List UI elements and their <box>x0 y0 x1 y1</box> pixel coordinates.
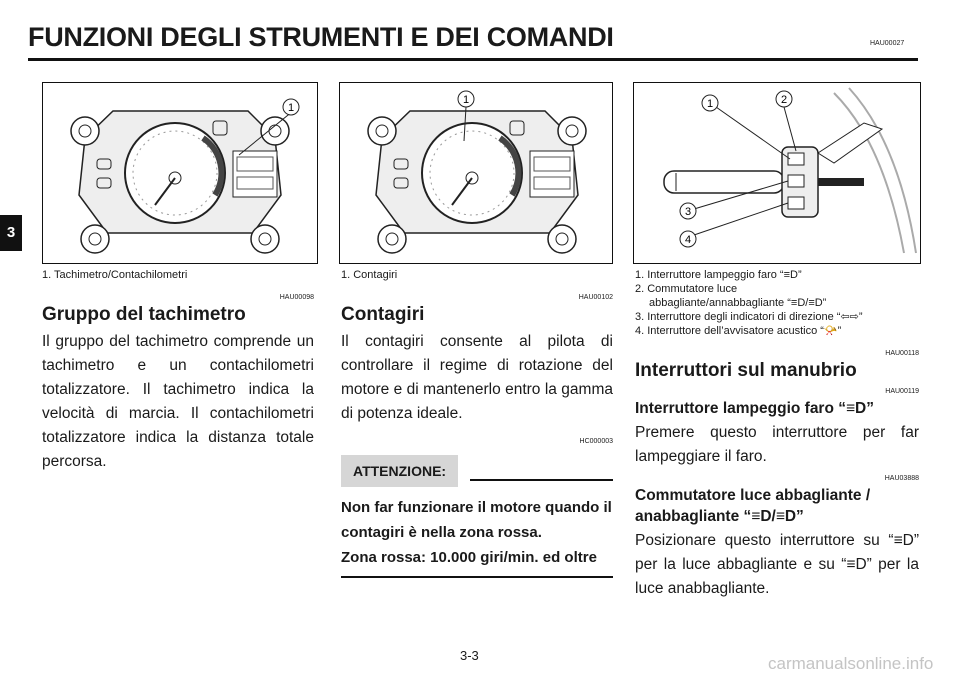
warning-code: HC000003 <box>579 438 613 445</box>
section-heading: Contagiri <box>341 304 425 325</box>
section-heading: Gruppo del tachimetro <box>42 304 246 325</box>
section-body: Il contagiri consente al pilota di controllare il regime di rotazione del motore e di mantenerlo entro la gamma di potenza ideale. <box>341 333 613 422</box>
callout-3: 3 <box>684 206 692 218</box>
header-rule <box>28 58 918 61</box>
callout-1: 1 <box>462 94 470 106</box>
subsection-code-2: HAU03888 <box>884 475 919 482</box>
section-code: HAU00098 <box>279 294 314 301</box>
figure-caption: 1. Contagiri <box>341 269 398 281</box>
attention-label: ATTENZIONE: <box>341 455 458 487</box>
section-heading: Interruttori sul manubrio <box>635 360 857 381</box>
subsection-body-2: Posizionare questo interruttore su “≡D” per la luce abbagliante e su “≡D” per la luce anabbagliante. <box>635 532 919 597</box>
attention-rule <box>470 479 613 481</box>
warning-text-1: Non far funzionare il motore quando il contagiri è nella zona rossa. <box>341 499 612 541</box>
tachometer-illustration <box>340 83 612 263</box>
warning-rule <box>341 576 613 578</box>
speedometer-figure <box>42 82 318 264</box>
header-code: HAU00027 <box>870 40 905 47</box>
figure-caption: 1. Tachimetro/Contachilometri <box>42 269 188 281</box>
caption-item-3: 3. Interruttore degli indicatori di direzione “⇦⇨” <box>635 311 863 323</box>
column-3 <box>635 268 919 601</box>
section-code: HAU00102 <box>578 294 613 301</box>
tachometer-figure <box>339 82 613 264</box>
caption-item-1: 1. Interruttore lampeggio faro “≡D” <box>635 269 802 281</box>
subsection-body-1: Premere questo interruttore per far lampeggiare il faro. <box>635 424 919 465</box>
caption-item-4: 4. Interruttore dell’avvisatore acustico “📯” <box>635 325 842 337</box>
column-2 <box>341 268 613 578</box>
warning-text-2: Zona rossa: 10.000 giri/min. ed oltre <box>341 549 597 566</box>
caption-item-2-cont: abbagliante/annabbagliante “≡D/≡D” <box>649 297 827 309</box>
section-code: HAU00118 <box>885 350 919 357</box>
chapter-tab: 3 <box>0 215 22 251</box>
section-body: Il gruppo del tachimetro comprende un tachimetro e un contachilometri totalizzatore. Il tachimetro indica la velocità di marcia. Il contachilometri totalizzatore indica la distanza totale percorsa. <box>42 333 314 470</box>
callout-2: 2 <box>780 94 788 106</box>
handlebar-illustration <box>634 83 920 263</box>
page-title: FUNZIONI DEGLI STRUMENTI E DEI COMANDI <box>28 22 614 52</box>
page-number: 3-3 <box>460 648 479 663</box>
caption-item-2: 2. Commutatore luce <box>635 283 738 295</box>
attention-box <box>341 455 613 487</box>
subsection-heading-1: Interruttore lampeggio faro “≡D” <box>635 400 874 417</box>
callout-1: 1 <box>287 102 295 114</box>
callout-4: 4 <box>684 234 692 246</box>
subsection-code-1: HAU00119 <box>885 388 919 395</box>
column-1 <box>42 268 314 474</box>
handlebar-switch-figure <box>633 82 921 264</box>
instrument-cluster-illustration <box>43 83 317 263</box>
watermark: carmanualsonline.info <box>768 654 934 673</box>
callout-1: 1 <box>706 98 714 110</box>
subsection-heading-2: Commutatore luce abbagliante / anabbagliante “≡D/≡D” <box>635 487 871 525</box>
